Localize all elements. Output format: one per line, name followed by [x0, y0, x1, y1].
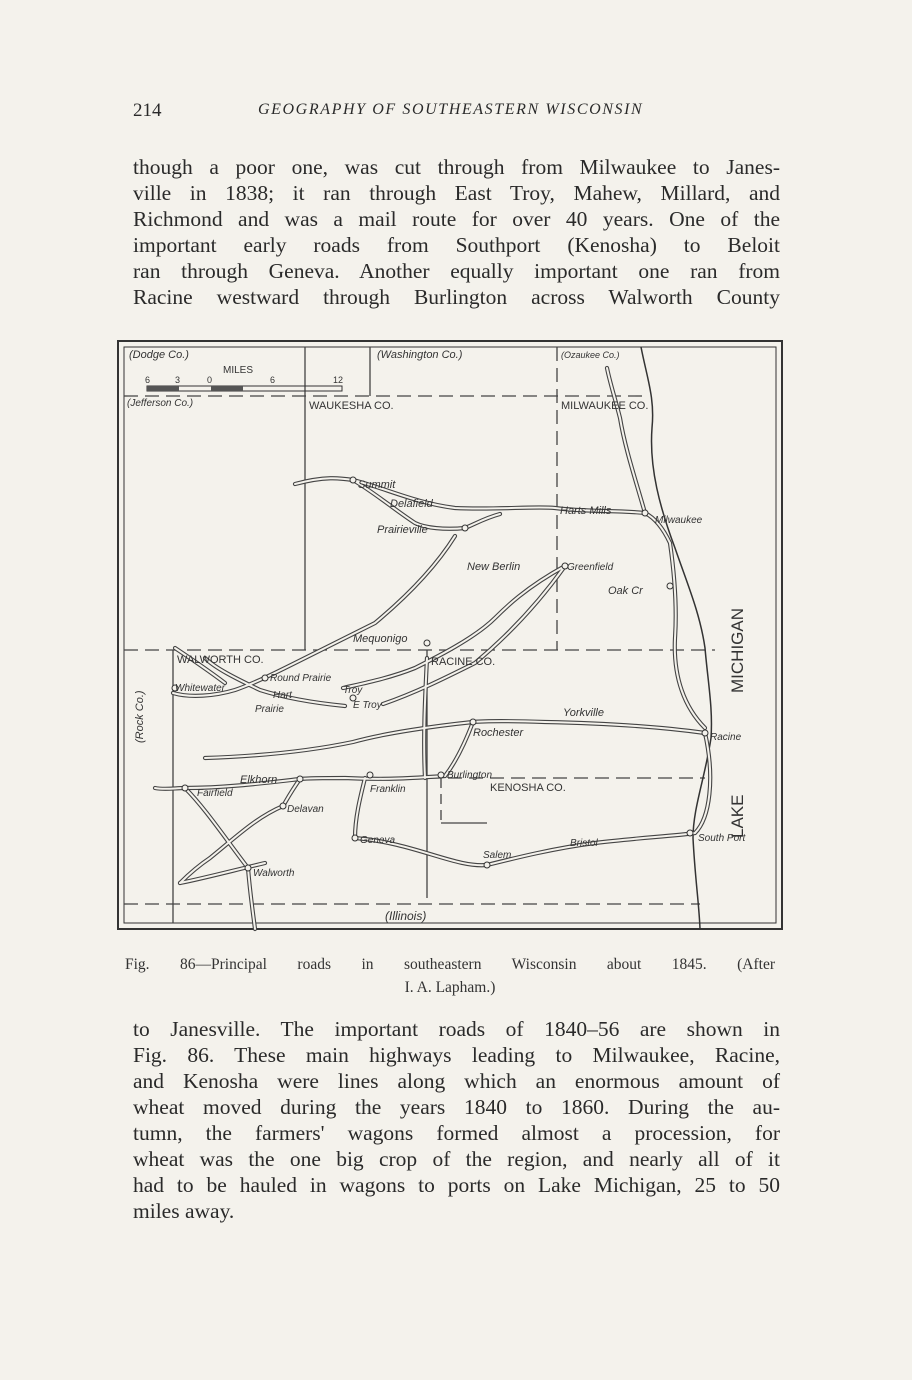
county-kenosha: KENOSHA CO.: [490, 782, 566, 794]
page-number: 214: [133, 100, 162, 121]
county-boundaries: [124, 347, 715, 923]
text-line: important early roads from Southport (Kenosha) to Beloit: [133, 233, 780, 257]
town-marker: [424, 640, 430, 646]
town-marker: [280, 803, 286, 809]
place-walworth: Walworth: [253, 868, 295, 879]
town-marker: [245, 865, 251, 871]
text-line: and Kenosha were lines along which an enormous amount of: [133, 1069, 780, 1093]
place-rochester: Rochester: [473, 727, 524, 739]
text-line: Fig. 86. These main highways leading to Milwaukee, Racine,: [133, 1043, 780, 1067]
place-prairie: Prairie: [255, 704, 284, 715]
town-marker: [687, 830, 693, 836]
place-franklin: Franklin: [370, 784, 406, 795]
place-milwaukee: Milwaukee: [655, 515, 703, 526]
text-line: though a poor one, was cut through from Milwaukee to Janes-: [133, 155, 780, 179]
place-e-troy: E Troy: [353, 700, 382, 711]
place-delafield: Delafield: [390, 498, 433, 510]
place-yorkville: Yorkville: [563, 707, 604, 719]
caption-line: I. A. Lapham.): [404, 979, 496, 996]
scale-tick: 6: [145, 375, 151, 385]
town-marker: [262, 675, 268, 681]
state-illinois: (Illinois): [385, 909, 427, 923]
place-geneva: Geneva: [360, 835, 396, 846]
text-line: ran through Geneva. Another equally important one ran from: [133, 259, 780, 283]
town-marker: [642, 510, 648, 516]
scale-tick: 12: [333, 375, 344, 385]
county-rock: (Rock Co.): [134, 690, 146, 743]
county-waukesha: WAUKESHA CO.: [309, 400, 394, 412]
paragraph-top: [133, 154, 780, 310]
place-whitewater: Whitewater: [175, 683, 226, 694]
town-marker: [182, 785, 188, 791]
town-marker: [352, 835, 358, 841]
place-south-port: South Port: [698, 833, 746, 844]
place-salem: Salem: [483, 850, 512, 861]
text-line: miles away.: [133, 1199, 235, 1223]
place-harts-mills: Harts Mills: [560, 505, 612, 517]
town-marker: [367, 772, 373, 778]
text-line: ville in 1838; it ran through East Troy, Mahew, Millard, and: [133, 181, 780, 205]
place-prairieville: Prairieville: [377, 524, 428, 536]
county-washington: (Washington Co.): [377, 349, 463, 361]
text-line: had to be hauled in wagons to ports on Lake Michigan, 25 to 50: [133, 1173, 780, 1197]
place-elkhorn: Elkhorn: [240, 774, 278, 786]
county-jefferson: (Jefferson Co.): [127, 398, 194, 409]
caption-line: Fig. 86—Principal roads in southeastern Wisconsin about 1845. (After: [125, 956, 775, 973]
town-marker: [462, 525, 468, 531]
lake-label-michigan: MICHIGAN: [728, 608, 747, 693]
county-racine: RACINE CO.: [431, 656, 496, 668]
town-marker: [484, 862, 490, 868]
paragraph-bottom: [133, 1016, 780, 1224]
county-ozaukee: (Ozaukee Co.): [561, 350, 620, 360]
town-marker: [297, 776, 303, 782]
roads-inner: [155, 368, 710, 929]
town-marker: [667, 583, 673, 589]
town-marker: [350, 477, 356, 483]
scale-title: MILES: [223, 365, 254, 376]
town-marker: [438, 772, 444, 778]
place-racine: Racine: [710, 732, 742, 743]
town-marker: [470, 719, 476, 725]
scale-tick: 0: [207, 375, 213, 385]
scale-bar: [145, 365, 343, 391]
place-oak-cr: Oak Cr: [608, 585, 643, 597]
text-line: Richmond and was a mail route for over 40 years. One of the: [133, 207, 780, 231]
road-map: [115, 338, 785, 933]
town-marker: [702, 730, 708, 736]
text-line: Racine westward through Burlington across Walworth County: [133, 285, 780, 309]
road-map-figure: [115, 338, 785, 933]
place-bristol: Bristol: [570, 838, 598, 849]
map-outer-frame: [118, 341, 782, 929]
county-milwaukee: MILWAUKEE CO.: [561, 400, 649, 412]
page-header: [133, 100, 778, 130]
lake-label-lake: LAKE: [728, 794, 747, 838]
scale-tick: 3: [175, 375, 181, 385]
place-mequonigo: Mequonigo: [353, 633, 408, 645]
figure-caption: [125, 953, 775, 999]
place-troy: Troy: [343, 685, 363, 696]
text-line: tumn, the farmers' wagons formed almost a procession, for: [133, 1121, 780, 1145]
place-burlington: Burlington: [447, 770, 493, 781]
place-summit: Summit: [358, 479, 396, 491]
place-delavan: Delavan: [287, 804, 324, 815]
county-walworth: WALWORTH CO.: [177, 654, 264, 666]
scale-tick: 6: [270, 375, 276, 385]
place-fairfield: Fairfield: [197, 788, 233, 799]
text-line: wheat moved during the years 1840 to 1860. During the au-: [133, 1095, 780, 1119]
place-new-berlin: New Berlin: [467, 561, 521, 573]
place-hart: Hart: [273, 690, 292, 701]
place-greenfield: Greenfield: [567, 562, 614, 573]
running-title: GEOGRAPHY OF SOUTHEASTERN WISCONSIN: [258, 101, 644, 118]
text-line: wheat was the one big crop of the region, and nearly all of it: [133, 1147, 780, 1171]
county-dodge: (Dodge Co.): [129, 349, 189, 361]
town-markers: [172, 477, 708, 871]
place-round-prairie: Round Prairie: [270, 673, 332, 684]
text-line: to Janesville. The important roads of 1840–56 are shown in: [133, 1017, 780, 1041]
